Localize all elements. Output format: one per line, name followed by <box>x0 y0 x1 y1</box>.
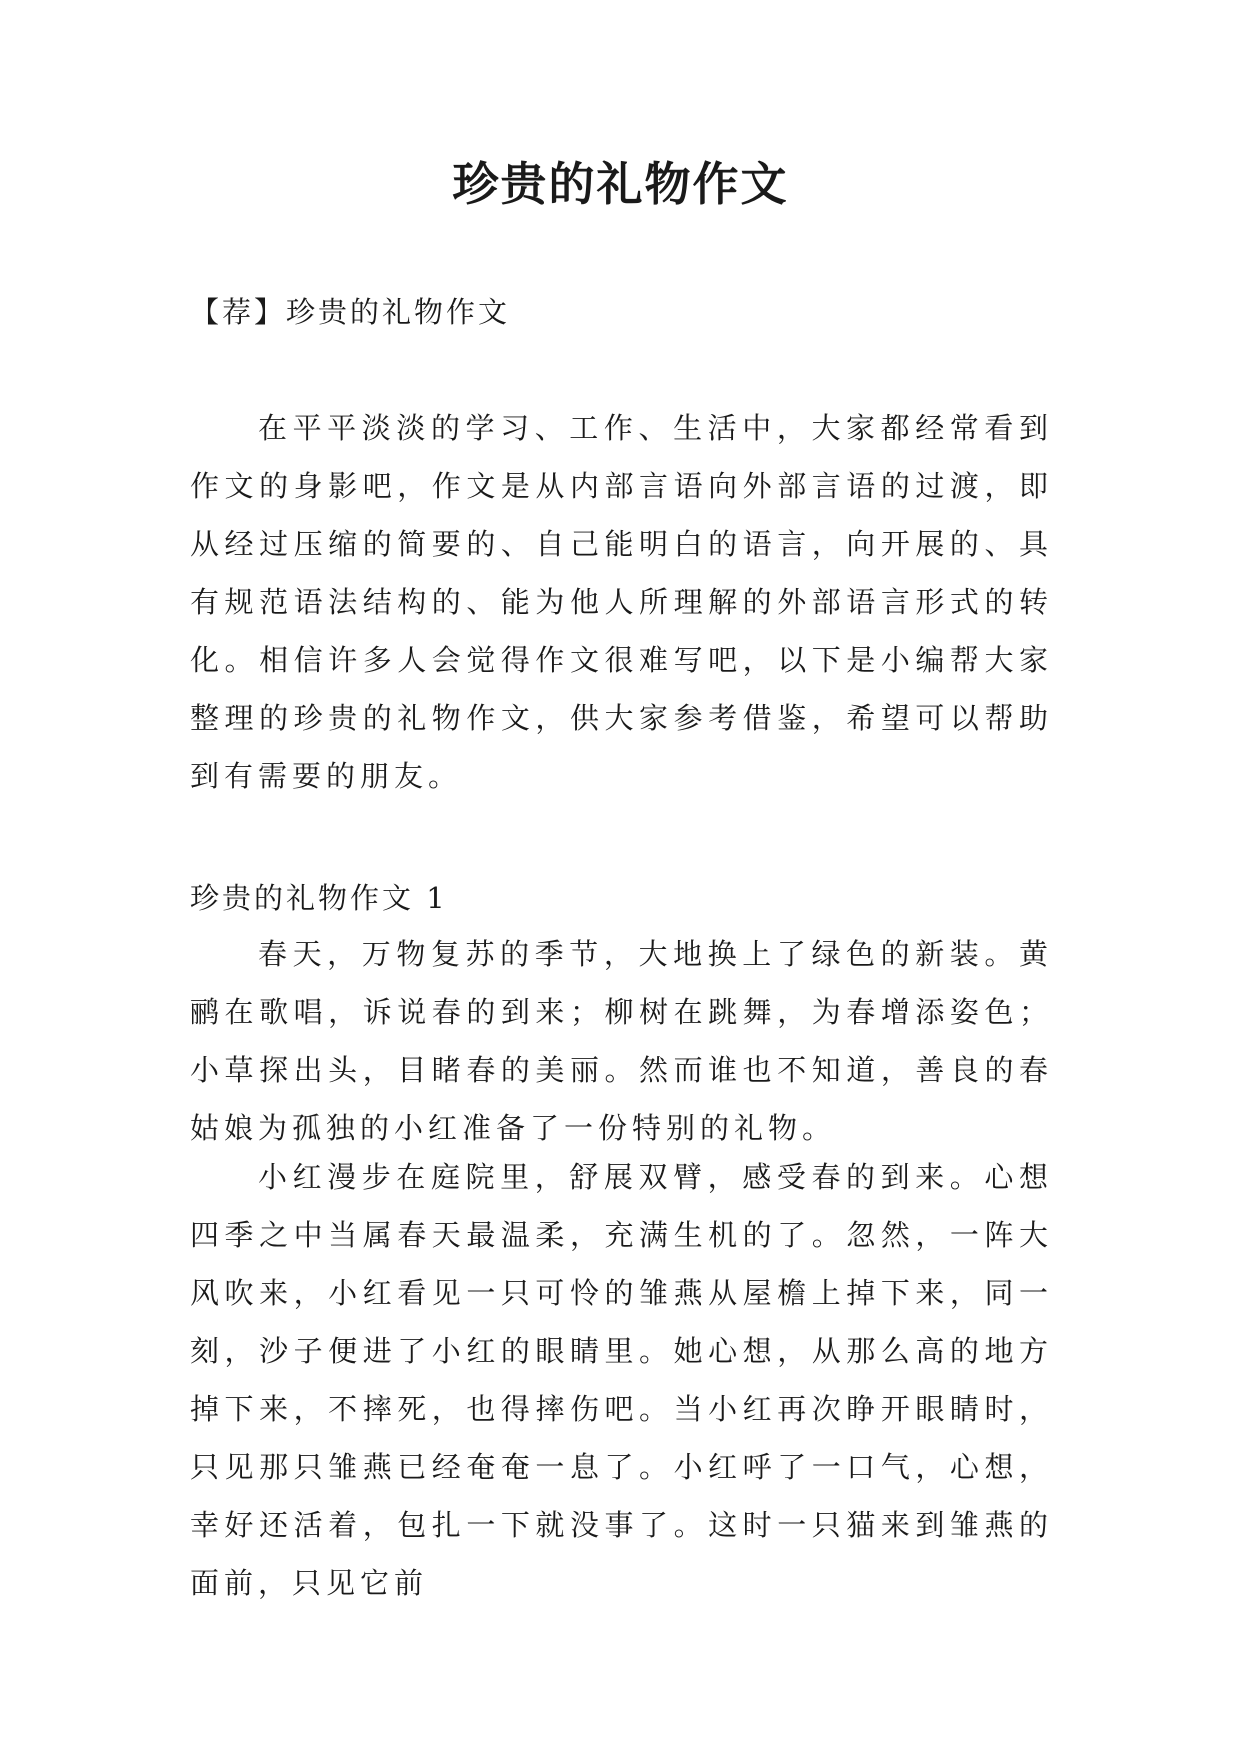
document-title: 珍贵的礼物作文 <box>452 157 789 211</box>
body-paragraph-2: 小红漫步在庭院里，舒展双臂，感受春的到来。心想四季之中当属春天最温柔，充满生机的了。忽然，一阵大风吹来，小红看见一只可怜的雏燕从屋檐上掉下来，同一刻，沙子便进了小红的眼睛里。她心想，从那么高的地方掉下来，不摔死，也得摔伤吧。当小红再次睁开眼睛时，只见那只雏燕已经奄奄一息了。小红呼了一口气，心想，幸好还活着，包扎一下就没事了。这时一只猫来到雏燕的面前，只见它前 <box>190 1160 1053 1600</box>
body-paragraph-1: 春天，万物复苏的季节，大地换上了绿色的新装。黄鹂在歌唱，诉说春的到来；柳树在跳舞，为春增添姿色；小草探出头，目睹春的美丽。然而谁也不知道，善良的春姑娘为孤独的小红准备了一份特别的礼物。 <box>190 937 1053 1145</box>
intro-paragraph: 在平平淡淡的学习、工作、生活中，大家都经常看到作文的身影吧，作文是从内部言语向外部言语的过渡，即从经过压缩的简要的、自己能明白的语言，向开展的、具有规范语法结构的、能为他人所理解的外部语言形式的转化。相信许多人会觉得作文很难写吧，以下是小编帮大家整理的珍贵的礼物作文，供大家参考借鉴，希望可以帮助到有需要的朋友。 <box>190 411 1053 793</box>
section-heading: 珍贵的礼物作文 1 <box>190 881 448 915</box>
document-subtitle: 【荐】珍贵的礼物作文 <box>190 295 511 329</box>
